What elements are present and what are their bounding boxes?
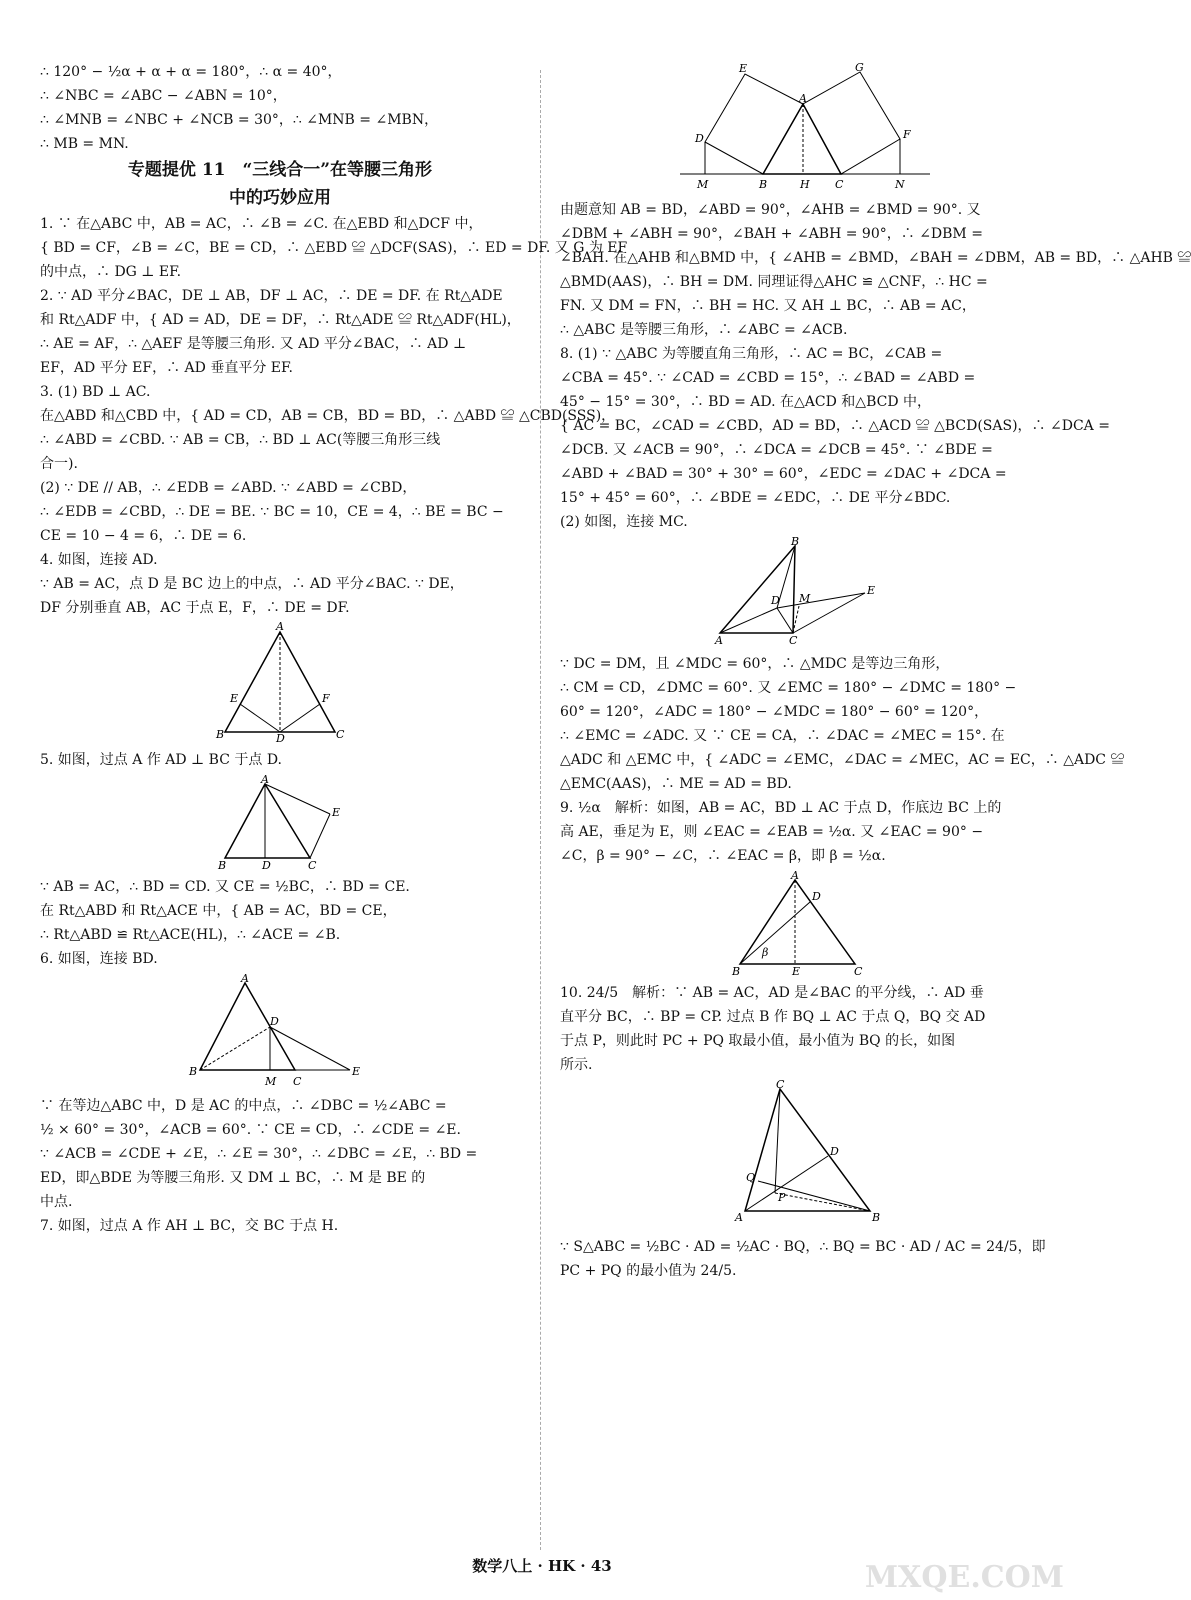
svg-text:A: A bbox=[276, 620, 284, 633]
right-column bbox=[560, 60, 1191, 1283]
text-line: ∠ABD + ∠BAD = 30° + 30° = 60°，∠EDC = ∠DAC + ∠DCA = bbox=[560, 466, 1007, 482]
svg-text:M: M bbox=[697, 178, 709, 191]
svg-text:B: B bbox=[216, 728, 225, 741]
text-line: EF，AD 平分 EF，∴ AD 垂直平分 EF. bbox=[40, 360, 293, 376]
figure-8 bbox=[715, 535, 895, 648]
svg-text:D: D bbox=[695, 132, 704, 145]
text-line: ∴ ∠ABD = ∠CBD. ∵ AB = CB，∴ BD ⊥ AC(等腰三角形三线 bbox=[40, 432, 441, 448]
text-line: 于点 P，则此时 PC + PQ 取最小值，最小值为 BQ 的长，如图 bbox=[560, 1033, 956, 1049]
svg-text:E: E bbox=[867, 584, 876, 597]
text-line: ∠C，β = 90° − ∠C，∴ ∠EAC = β，即 β = ½α. bbox=[560, 848, 886, 864]
svg-text:B: B bbox=[218, 859, 227, 872]
problem-2 bbox=[40, 284, 520, 380]
svg-text:A: A bbox=[799, 92, 807, 105]
svg-text:A: A bbox=[715, 634, 723, 647]
problem-3 bbox=[40, 380, 616, 548]
problem-9 bbox=[560, 796, 1050, 868]
text-line: ∵ S△ABC = ½BC · AD = ½AC · BQ，∴ BQ = BC · AD / AC = 24/5，即 bbox=[560, 1239, 1046, 1255]
text-line: 直平分 BC，∴ BP = CP. 过点 B 作 BQ ⊥ AC 于点 Q，BQ 交 AD bbox=[560, 1009, 986, 1025]
text-line: 由题意知 AB = BD，∠ABD = 90°，∠AHB = ∠BMD = 90°. 又 bbox=[560, 202, 981, 218]
figure-4 bbox=[210, 620, 350, 745]
problem-10 bbox=[560, 981, 1050, 1077]
problem-6-solution bbox=[40, 1094, 520, 1238]
text-line: ∴ ∠NBC = ∠ABC − ∠ABN = 10°， bbox=[40, 88, 287, 104]
text-line: ∵ ∠ACB = ∠CDE + ∠E，∴ ∠E = 30°，∴ ∠DBC = ∠E，∴ BD = bbox=[40, 1146, 478, 1162]
problem-6-intro bbox=[40, 947, 520, 971]
text-line: 5. 如图，过点 A 作 AD ⊥ BC 于点 D. bbox=[40, 752, 283, 768]
text-line: { AC = BC，∠CAD = ∠CBD，AD = BD，∴ △ACD ≌ △BCD(SAS)，∴ ∠DCA = bbox=[560, 418, 1110, 434]
figure-6 bbox=[185, 972, 375, 1090]
problem-5-solution bbox=[40, 875, 520, 947]
svg-text:β: β bbox=[762, 946, 769, 959]
svg-text:B: B bbox=[872, 1211, 881, 1224]
svg-text:C: C bbox=[336, 728, 345, 741]
text-line: ∴ Rt△ABD ≌ Rt△ACE(HL)，∴ ∠ACE = ∠B. bbox=[40, 927, 341, 943]
svg-text:B: B bbox=[791, 535, 800, 548]
svg-text:M: M bbox=[265, 1075, 277, 1088]
text-line: ∴ ∠EDB = ∠CBD，∴ DE = BE. ∵ BC = 10，CE = 4，∴ BE = BC − bbox=[40, 504, 504, 520]
svg-text:D: D bbox=[270, 1015, 279, 1028]
text-line: 3. (1) BD ⊥ AC. bbox=[40, 384, 151, 400]
text-line: ∠DCB. 又 ∠ACB = 90°，∴ ∠DCA = ∠DCB = 45°. ∵ ∠BDE = bbox=[560, 442, 993, 458]
svg-text:D: D bbox=[262, 859, 271, 872]
svg-text:C: C bbox=[776, 1078, 785, 1091]
text-line: 中点. bbox=[40, 1194, 73, 1210]
svg-text:D: D bbox=[276, 732, 285, 745]
problem-1 bbox=[40, 212, 628, 284]
text-line: 合一). bbox=[40, 456, 78, 472]
text-line: DF 分别垂直 AB，AC 于点 E，F，∴ DE = DF. bbox=[40, 600, 350, 616]
text-line: △ADC 和 △EMC 中，{ ∠ADC = ∠EMC，∠DAC = ∠MEC，AC = EC，∴ △ADC ≌ bbox=[560, 752, 1125, 768]
text-line: ED，即△BDE 为等腰三角形. 又 DM ⊥ BC，∴ M 是 BE 的 bbox=[40, 1170, 426, 1186]
watermark: MXQE.COM bbox=[864, 1560, 1064, 1595]
svg-text:B: B bbox=[759, 178, 768, 191]
svg-text:E: E bbox=[230, 692, 239, 705]
svg-text:B: B bbox=[732, 965, 741, 978]
svg-text:A: A bbox=[791, 869, 799, 882]
text-line: 2. ∵ AD 平分∠BAC，DE ⊥ AB，DF ⊥ AC，∴ DE = DF. 在 Rt△ADE bbox=[40, 288, 503, 304]
text-line: PC + PQ 的最小值为 24/5. bbox=[560, 1263, 737, 1279]
text-line: 高 AE，垂足为 E，则 ∠EAC = ∠EAB = ½α. 又 ∠EAC = 90° − bbox=[560, 824, 984, 840]
svg-text:D: D bbox=[771, 594, 780, 607]
svg-text:E: E bbox=[332, 806, 341, 819]
text-line: 7. 如图，过点 A 作 AH ⊥ BC，交 BC 于点 H. bbox=[40, 1218, 339, 1234]
svg-text:C: C bbox=[854, 965, 863, 978]
text-line: { BD = CF，∠B = ∠C，BE = CD，∴ △EBD ≌ △DCF(SAS)，∴ ED = DF. 又 G 为 EF bbox=[40, 240, 628, 256]
svg-text:A: A bbox=[735, 1211, 743, 1224]
svg-text:D: D bbox=[812, 890, 821, 903]
svg-text:B: B bbox=[189, 1065, 198, 1078]
svg-text:G: G bbox=[855, 61, 864, 74]
text-line: 所示. bbox=[560, 1057, 593, 1073]
svg-text:P: P bbox=[778, 1191, 786, 1204]
section-title: 专题提优 11 “三线合一”在等腰三角形 bbox=[127, 160, 433, 180]
svg-text:E: E bbox=[739, 62, 748, 75]
text-line: (2) ∵ DE // AB，∴ ∠EDB = ∠ABD. ∵ ∠ABD = ∠CBD， bbox=[40, 480, 417, 496]
svg-text:F: F bbox=[903, 128, 911, 141]
text-line: ∴ CM = CD，∠DMC = 60°. 又 ∠EMC = 180° − ∠DMC = 180° − bbox=[560, 680, 1017, 696]
svg-text:C: C bbox=[308, 859, 317, 872]
text-line: (2) 如图，连接 MC. bbox=[560, 514, 688, 530]
svg-text:C: C bbox=[789, 634, 798, 647]
figure-7 bbox=[675, 61, 935, 194]
left-pre bbox=[40, 60, 520, 156]
problem-4 bbox=[40, 548, 520, 620]
svg-text:Q: Q bbox=[746, 1171, 756, 1184]
text-line: 在△ABD 和△CBD 中，{ AD = CD，AB = CB，BD = BD，∴ △ABD ≌ △CBD(SSS)， bbox=[40, 408, 616, 424]
problem-10-solution bbox=[560, 1235, 1050, 1283]
text-line: ∵ DC = DM，且 ∠MDC = 60°，∴ △MDC 是等边三角形， bbox=[560, 656, 950, 672]
svg-text:F: F bbox=[322, 692, 330, 705]
text-line: 6. 如图，连接 BD. bbox=[40, 951, 158, 967]
text-line: ∴ ∠EMC = ∠ADC. 又 ∵ CE = CA，∴ ∠DAC = ∠MEC = 15°. 在 bbox=[560, 728, 1005, 744]
svg-text:D: D bbox=[830, 1145, 839, 1158]
svg-text:N: N bbox=[895, 178, 905, 191]
text-line: ∴ 120° − ½α + α + α = 180°，∴ α = 40°， bbox=[40, 64, 342, 80]
text-line: 10. 24/5 解析：∵ AB = AC，AD 是∠BAC 的平分线，∴ AD 垂 bbox=[560, 985, 984, 1001]
text-line: 15° + 45° = 60°，∴ ∠BDE = ∠EDC，∴ DE 平分∠BDC. bbox=[560, 490, 951, 506]
text-line: ½ × 60° = 30°，∠ACB = 60°. ∵ CE = CD，∴ ∠CDE = ∠E. bbox=[40, 1122, 461, 1138]
text-line: FN. 又 DM = FN，∴ BH = HC. 又 AH ⊥ BC，∴ AB = AC， bbox=[560, 298, 976, 314]
text-line: ∴ MB = MN. bbox=[40, 136, 129, 152]
text-line: ∴ AE = AF，∴ △AEF 是等腰三角形. 又 AD 平分∠BAC，∴ AD ⊥ bbox=[40, 336, 467, 352]
text-line: ∴ ∠MNB = ∠NBC + ∠NCB = 30°，∴ ∠MNB = ∠MBN， bbox=[40, 112, 439, 128]
text-line: △BMD(AAS)，∴ BH = DM. 同理证得△AHC ≌ △CNF，∴ HC = bbox=[560, 274, 988, 290]
problem-5-intro bbox=[40, 748, 520, 772]
text-line: 和 Rt△ADF 中，{ AD = AD，DE = DF，∴ Rt△ADE ≌ Rt△ADF(HL)， bbox=[40, 312, 521, 328]
text-line: ∵ 在等边△ABC 中，D 是 AC 的中点，∴ ∠DBC = ½∠ABC = bbox=[40, 1098, 447, 1114]
text-line: 60° = 120°，∠ADC = 180° − ∠MDC = 180° − 60° = 120°， bbox=[560, 704, 989, 720]
svg-text:A: A bbox=[241, 972, 249, 985]
figure-10 bbox=[720, 1078, 890, 1231]
text-line: ∠DBM + ∠ABH = 90°，∠BAH + ∠ABH = 90°，∴ ∠DBM = bbox=[560, 226, 983, 242]
text-line: 8. (1) ∵ △ABC 为等腰直角三角形，∴ AC = BC，∠CAB = bbox=[560, 346, 943, 362]
text-line: 9. ½α 解析：如图，AB = AC，BD ⊥ AC 于点 D，作底边 BC 上的 bbox=[560, 800, 1002, 816]
text-line: 4. 如图，连接 AD. bbox=[40, 552, 158, 568]
problem-7-solution bbox=[560, 198, 1191, 342]
text-line: ∠CBA = 45°. ∵ ∠CAD = ∠CBD = 15°，∴ ∠BAD = ∠ABD = bbox=[560, 370, 976, 386]
text-line: ∵ AB = AC，点 D 是 BC 边上的中点，∴ AD 平分∠BAC. ∵ DE， bbox=[40, 576, 464, 592]
figure-5 bbox=[210, 773, 350, 872]
svg-text:C: C bbox=[293, 1075, 302, 1088]
svg-text:M: M bbox=[799, 592, 811, 605]
problem-8-part2 bbox=[560, 652, 1125, 796]
problem-8-part1 bbox=[560, 342, 1110, 534]
svg-text:C: C bbox=[835, 178, 844, 191]
figure-9 bbox=[730, 869, 880, 978]
text-line: ∠BAH. 在△AHB 和△BMD 中，{ ∠AHB = ∠BMD，∠BAH = ∠DBM，AB = BD，∴ △AHB ≌ bbox=[560, 250, 1191, 266]
text-line: ∵ AB = AC，∴ BD = CD. 又 CE = ½BC，∴ BD = CE. bbox=[40, 879, 410, 895]
page-footer: 数学八上 · HK · 43 bbox=[472, 1557, 612, 1575]
text-line: CE = 10 − 4 = 6，∴ DE = 6. bbox=[40, 528, 247, 544]
text-line: 在 Rt△ABD 和 Rt△ACE 中，{ AB = AC，BD = CE， bbox=[40, 903, 397, 919]
section-subtitle: 中的巧妙应用 bbox=[229, 188, 331, 208]
text-line: △EMC(AAS)，∴ ME = AD = BD. bbox=[560, 776, 792, 792]
text-line: 45° − 15° = 30°，∴ BD = AD. 在△ACD 和△BCD 中， bbox=[560, 394, 931, 410]
svg-text:H: H bbox=[800, 178, 810, 191]
svg-text:E: E bbox=[352, 1065, 361, 1078]
column-divider bbox=[540, 70, 541, 1550]
svg-text:E: E bbox=[792, 965, 801, 978]
text-line: ∴ △ABC 是等腰三角形，∴ ∠ABC = ∠ACB. bbox=[560, 322, 848, 338]
text-line: 1. ∵ 在△ABC 中，AB = AC，∴ ∠B = ∠C. 在△EBD 和△DCF 中， bbox=[40, 216, 483, 232]
text-line: 的中点，∴ DG ⊥ EF. bbox=[40, 264, 182, 280]
svg-text:A: A bbox=[261, 773, 269, 786]
